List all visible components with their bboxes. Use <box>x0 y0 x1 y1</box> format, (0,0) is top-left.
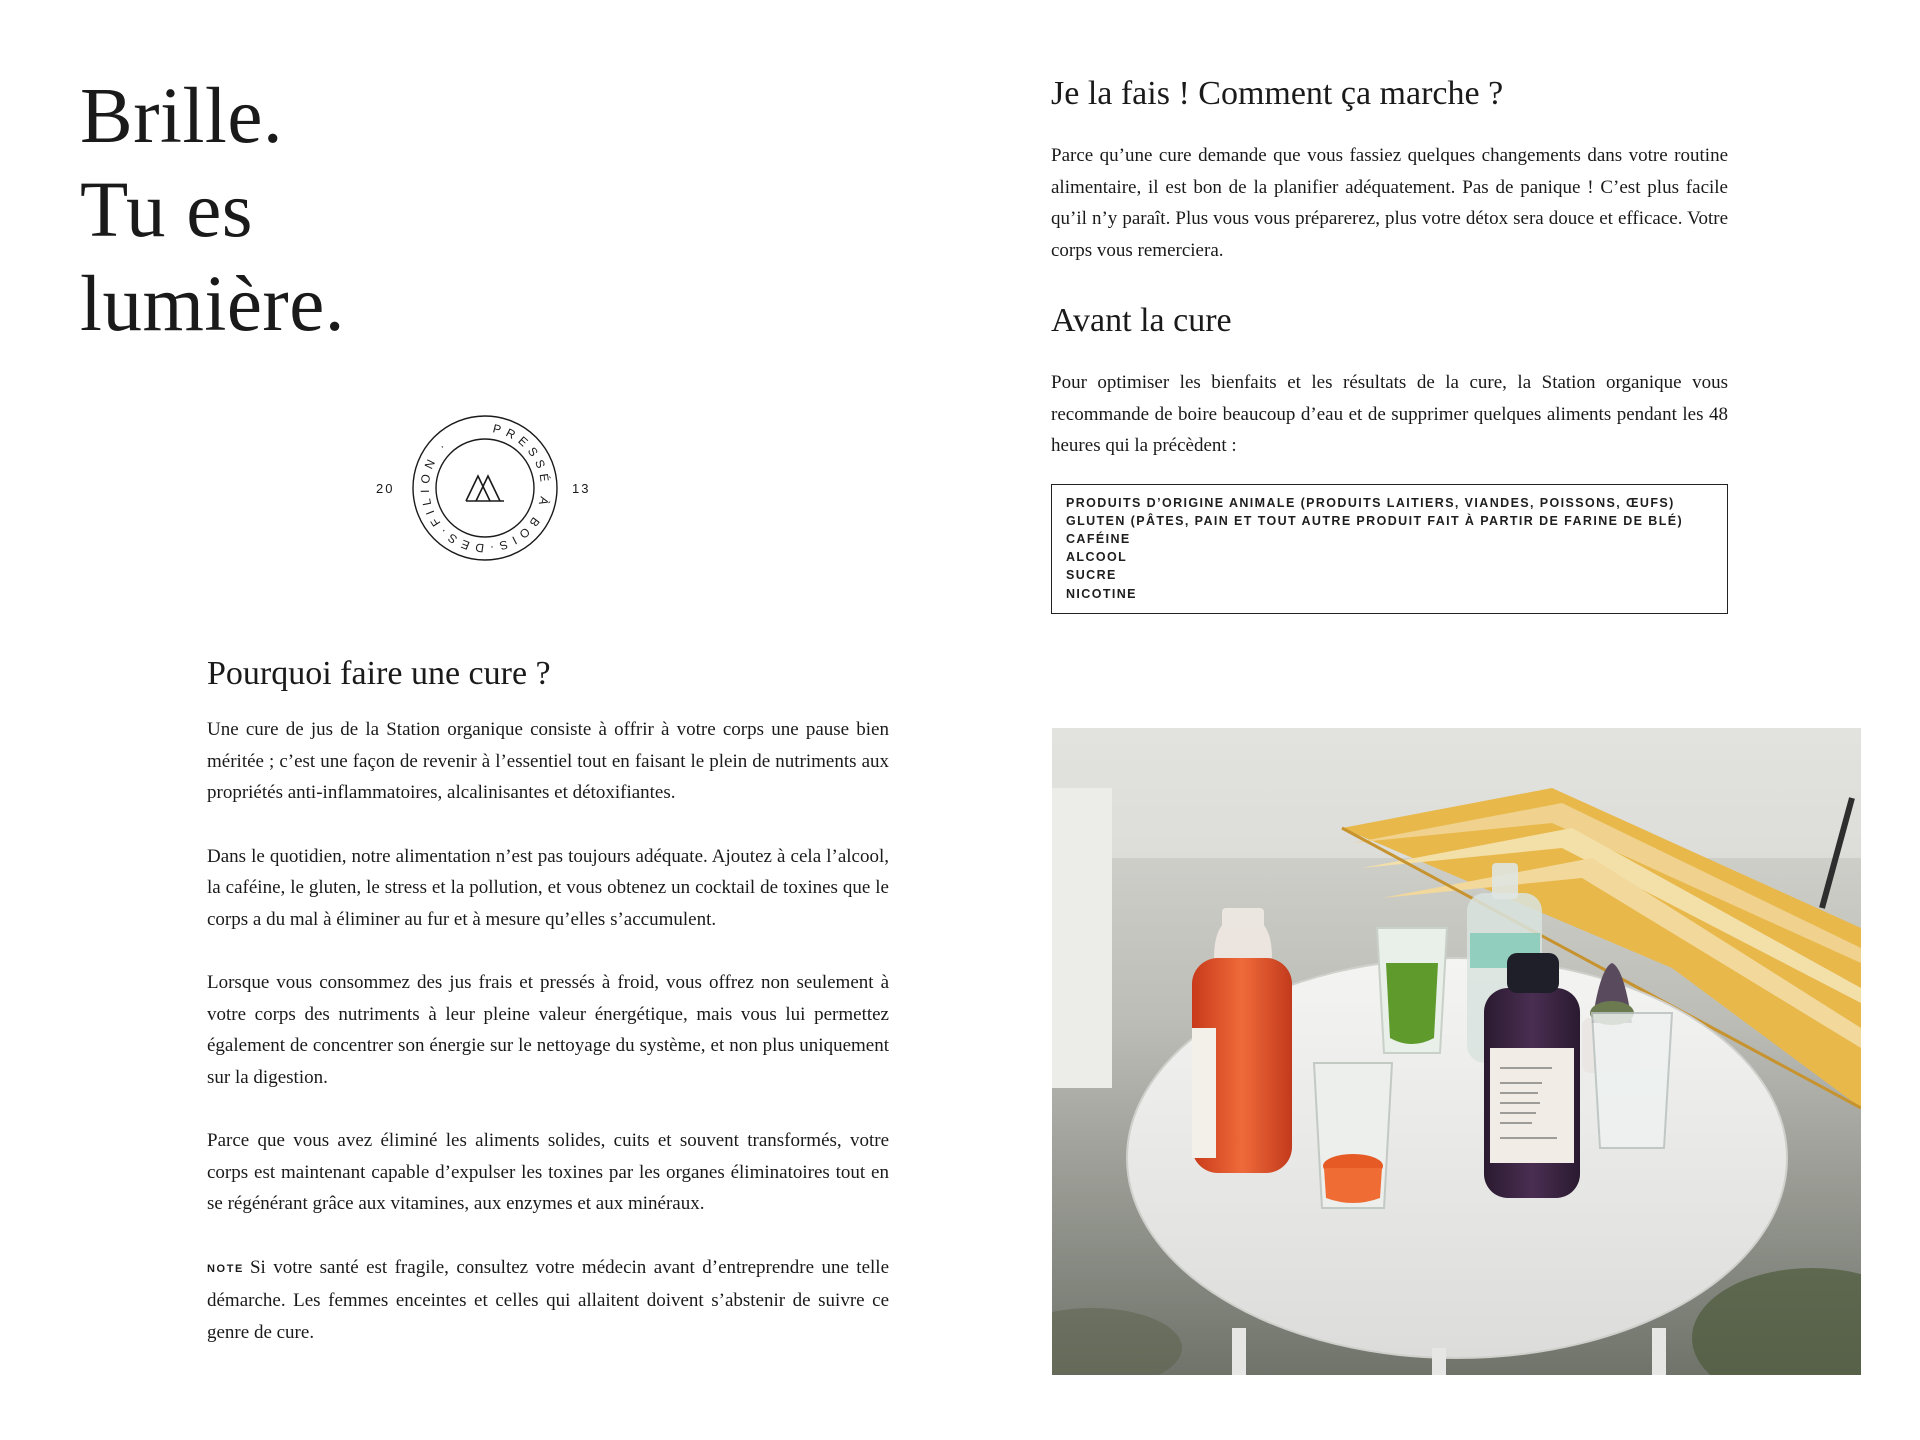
why-title: Pourquoi faire une cure ? <box>207 655 551 692</box>
headline-line-2: Tu es <box>80 167 254 254</box>
why-section <box>207 650 889 1348</box>
avoid-item: ALCOOL <box>1066 550 1128 565</box>
why-paragraph: Lorsque vous consommez des jus frais et pressés à froid, vous offrez non seulement à votre corps des nutriments à leur pleine valeur énergétique, mais vous lui permettez également de concentrer son énergie sur le nettoyage du système, et non plus uniquement sur la digestion. <box>207 972 889 1088</box>
seal-year-right: 13 <box>572 481 591 496</box>
why-paragraph: Une cure de jus de la Station organique consiste à offrir à votre corps une pause bien méritée ; c’est une façon de revenir à l’essentiel tout en faisant le plein de nutriments aux propriétés anti-inflammatoires, alcalinisantes et détoxifiantes. <box>207 719 889 803</box>
avoid-item: GLUTEN (PÂTES, PAIN ET TOUT AUTRE PRODUIT FAIT À PARTIR DE FARINE DE BLÉ) <box>1066 513 1684 528</box>
how-title: Je la fais ! Comment ça marche ? <box>1051 75 1504 112</box>
avoid-list <box>1066 494 1713 603</box>
before-title: Avant la cure <box>1051 302 1232 339</box>
how-section <box>1051 70 1728 614</box>
note-paragraph <box>207 1252 889 1349</box>
how-text: Parce qu’une cure demande que vous fassiez quelques changements dans votre routine alimentaire, il est bon de la planifier adéquatement. Pas de panique ! C’est plus facile qu’il n’y paraît. Plus vous vous préparerez, plus votre détox sera douce et efficace. Votre corps vous remerciera. <box>1051 145 1728 261</box>
avoid-item: NICOTINE <box>1066 586 1137 601</box>
avoid-item: SUCRE <box>1066 568 1117 583</box>
seal-year-left: 20 <box>376 481 395 496</box>
avoid-item: PRODUITS D’ORIGINE ANIMALE (PRODUITS LAITIERS, VIANDES, POISSONS, ŒUFS) <box>1066 495 1675 510</box>
headline-line-3: lumière. <box>80 261 346 348</box>
svg-text:PRESSÉ À BOIS·DES·FILION ·: PRESSÉ À BOIS·DES·FILION · <box>417 421 553 556</box>
note-label: NOTE <box>207 1262 244 1275</box>
note-text: Si votre santé est fragile, consultez votre médecin avant d’entreprendre une telle démarche. Les femmes enceintes et celles qui allaitent doivent s’abstenir de suivre ce genre de cure. <box>207 1256 889 1343</box>
pressed-seal-logo <box>370 410 600 566</box>
headline-line-1: Brille. <box>80 73 284 160</box>
before-text: Pour optimiser les bienfaits et les résultats de la cure, la Station organique vous recommande de boire beaucoup d’eau et de supprimer quelques aliments pendant les 48 heures qui la précèdent : <box>1051 372 1728 456</box>
why-paragraph: Dans le quotidien, notre alimentation n’est pas toujours adéquate. Ajoutez à cela l’alcool, la caféine, le gluten, le stress et la pollution, et vous obtenez un cocktail de toxines que le corps a du mal à éliminer au fur et à mesure qu’elles s’accumulent. <box>207 845 889 930</box>
avoid-list-box <box>1051 484 1728 614</box>
mountain-icon <box>466 476 504 501</box>
why-paragraph: Parce que vous avez éliminé les aliments solides, cuits et souvent transformés, votre corps est maintenant capable d’expulser les toxines par les organes éliminatoires tout en se régénérant grâce aux vitamines, aux enzymes et aux minéraux. <box>207 1130 889 1214</box>
juice-table-photo <box>1052 728 1861 1375</box>
page-headline <box>80 70 345 352</box>
avoid-item: CAFÉINE <box>1066 531 1131 546</box>
